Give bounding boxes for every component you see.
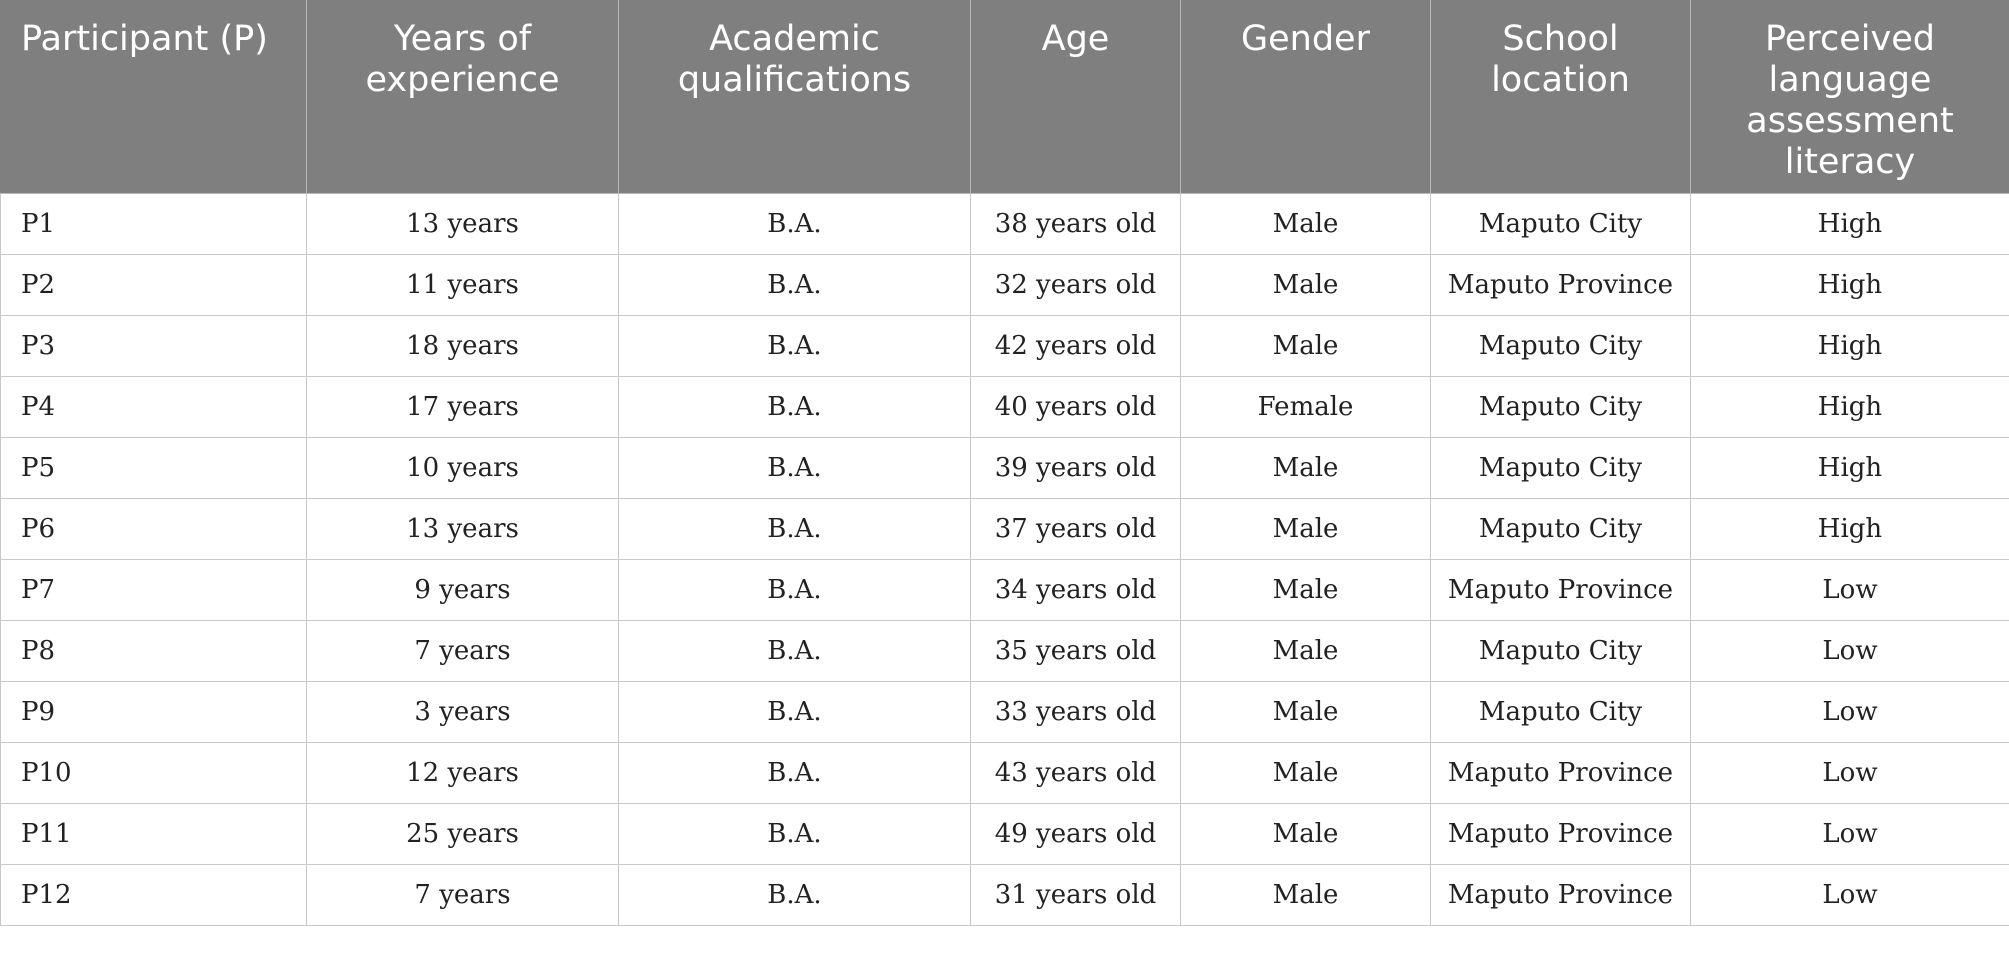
table-row [1, 438, 2009, 499]
cell-participant: P6 [1, 499, 307, 560]
cell-age: 34 years old [971, 560, 1181, 621]
cell-gender: Male [1181, 438, 1431, 499]
cell-academic-qualifications: B.A. [619, 255, 971, 316]
cell-academic-qualifications: B.A. [619, 865, 971, 926]
cell-perceived-lal: High [1691, 438, 2009, 499]
cell-age: 31 years old [971, 865, 1181, 926]
table-row [1, 621, 2009, 682]
cell-academic-qualifications: B.A. [619, 743, 971, 804]
cell-participant: P3 [1, 316, 307, 377]
table-row [1, 316, 2009, 377]
cell-perceived-lal: Low [1691, 682, 2009, 743]
table-row [1, 743, 2009, 804]
cell-age: 38 years old [971, 194, 1181, 255]
cell-participant: P9 [1, 682, 307, 743]
cell-years-of-experience: 10 years [307, 438, 619, 499]
cell-perceived-lal: High [1691, 377, 2009, 438]
cell-participant: P4 [1, 377, 307, 438]
header-row [1, 1, 2009, 194]
cell-school-location: Maputo City [1431, 194, 1691, 255]
cell-years-of-experience: 9 years [307, 560, 619, 621]
table-row [1, 377, 2009, 438]
cell-academic-qualifications: B.A. [619, 194, 971, 255]
cell-gender: Male [1181, 865, 1431, 926]
cell-years-of-experience: 13 years [307, 194, 619, 255]
cell-academic-qualifications: B.A. [619, 621, 971, 682]
cell-gender: Male [1181, 682, 1431, 743]
cell-perceived-lal: High [1691, 194, 2009, 255]
cell-academic-qualifications: B.A. [619, 438, 971, 499]
table-header [1, 1, 2009, 194]
cell-perceived-lal: High [1691, 499, 2009, 560]
cell-school-location: Maputo City [1431, 499, 1691, 560]
cell-school-location: Maputo Province [1431, 560, 1691, 621]
cell-gender: Male [1181, 255, 1431, 316]
cell-school-location: Maputo City [1431, 438, 1691, 499]
cell-years-of-experience: 7 years [307, 621, 619, 682]
cell-years-of-experience: 12 years [307, 743, 619, 804]
cell-gender: Female [1181, 377, 1431, 438]
cell-gender: Male [1181, 194, 1431, 255]
cell-perceived-lal: Low [1691, 804, 2009, 865]
cell-age: 35 years old [971, 621, 1181, 682]
cell-participant: P2 [1, 255, 307, 316]
cell-participant: P11 [1, 804, 307, 865]
table-body [1, 194, 2009, 926]
cell-age: 40 years old [971, 377, 1181, 438]
cell-age: 39 years old [971, 438, 1181, 499]
cell-participant: P7 [1, 560, 307, 621]
header-academic-qualifications: Academic qualifications [619, 1, 971, 194]
table-row [1, 560, 2009, 621]
cell-years-of-experience: 18 years [307, 316, 619, 377]
cell-years-of-experience: 25 years [307, 804, 619, 865]
cell-participant: P8 [1, 621, 307, 682]
cell-perceived-lal: High [1691, 316, 2009, 377]
cell-school-location: Maputo Province [1431, 743, 1691, 804]
header-gender: Gender [1181, 1, 1431, 194]
cell-participant: P5 [1, 438, 307, 499]
cell-school-location: Maputo City [1431, 377, 1691, 438]
cell-gender: Male [1181, 560, 1431, 621]
cell-school-location: Maputo City [1431, 682, 1691, 743]
cell-academic-qualifications: B.A. [619, 682, 971, 743]
cell-participant: P10 [1, 743, 307, 804]
table-row [1, 255, 2009, 316]
cell-academic-qualifications: B.A. [619, 560, 971, 621]
cell-age: 49 years old [971, 804, 1181, 865]
cell-perceived-lal: Low [1691, 865, 2009, 926]
cell-participant: P1 [1, 194, 307, 255]
cell-academic-qualifications: B.A. [619, 316, 971, 377]
cell-perceived-lal: Low [1691, 560, 2009, 621]
cell-age: 33 years old [971, 682, 1181, 743]
table-row [1, 682, 2009, 743]
table-row [1, 499, 2009, 560]
cell-gender: Male [1181, 621, 1431, 682]
cell-gender: Male [1181, 499, 1431, 560]
header-participant: Participant (P) [1, 1, 307, 194]
cell-gender: Male [1181, 316, 1431, 377]
cell-years-of-experience: 11 years [307, 255, 619, 316]
cell-academic-qualifications: B.A. [619, 377, 971, 438]
cell-perceived-lal: Low [1691, 621, 2009, 682]
cell-school-location: Maputo Province [1431, 865, 1691, 926]
header-years-of-experience: Years of experience [307, 1, 619, 194]
table-row [1, 194, 2009, 255]
cell-perceived-lal: High [1691, 255, 2009, 316]
cell-age: 42 years old [971, 316, 1181, 377]
cell-age: 43 years old [971, 743, 1181, 804]
table-row [1, 804, 2009, 865]
header-age: Age [971, 1, 1181, 194]
cell-years-of-experience: 17 years [307, 377, 619, 438]
cell-school-location: Maputo Province [1431, 804, 1691, 865]
header-perceived-lal: Perceived language assessment literacy [1691, 1, 2009, 194]
cell-gender: Male [1181, 804, 1431, 865]
cell-participant: P12 [1, 865, 307, 926]
cell-age: 32 years old [971, 255, 1181, 316]
cell-school-location: Maputo City [1431, 316, 1691, 377]
cell-perceived-lal: Low [1691, 743, 2009, 804]
cell-gender: Male [1181, 743, 1431, 804]
cell-years-of-experience: 3 years [307, 682, 619, 743]
table-row [1, 865, 2009, 926]
cell-school-location: Maputo City [1431, 621, 1691, 682]
header-school-location: School location [1431, 1, 1691, 194]
cell-academic-qualifications: B.A. [619, 804, 971, 865]
cell-years-of-experience: 7 years [307, 865, 619, 926]
cell-years-of-experience: 13 years [307, 499, 619, 560]
cell-school-location: Maputo Province [1431, 255, 1691, 316]
cell-age: 37 years old [971, 499, 1181, 560]
cell-academic-qualifications: B.A. [619, 499, 971, 560]
